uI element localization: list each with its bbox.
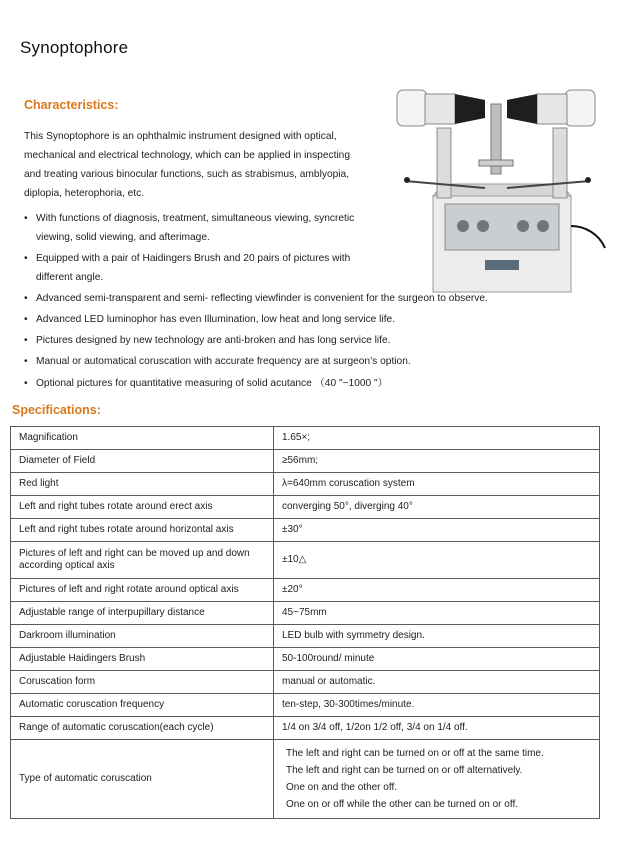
spec-label: Magnification <box>11 427 274 450</box>
spec-label: Adjustable Haidingers Brush <box>11 648 274 671</box>
feature-text: • Advanced LED luminophor has even Illumination, low heat and long service life. <box>36 314 396 326</box>
spec-label: Coruscation form <box>11 671 274 694</box>
table-row <box>11 740 600 819</box>
description-line: diplopia, heterophoria, etc. <box>24 188 145 199</box>
table-row <box>11 671 600 694</box>
spec-value: ten-step, 30-300times/minute. <box>274 694 600 717</box>
spec-label: Diameter of Field <box>11 450 274 473</box>
spec-label: Left and right tubes rotate around horizontal axis <box>11 519 274 542</box>
table-row <box>11 496 600 519</box>
feature-item <box>22 331 522 350</box>
spec-value: LED bulb with symmetry design. <box>274 625 600 648</box>
table-row <box>11 473 600 496</box>
spec-value: 45~75mm <box>274 602 600 625</box>
spec-label: Range of automatic coruscation(each cycle) <box>11 717 274 740</box>
spec-value: converging 50°, diverging 40° <box>274 496 600 519</box>
spec-label: Type of automatic coruscation <box>11 740 274 819</box>
table-row <box>11 625 600 648</box>
characteristics-heading: Characteristics: <box>24 98 119 112</box>
spec-value: ±30° <box>274 519 600 542</box>
spec-value-line: One on and the other off. <box>286 782 398 793</box>
feature-text: • Equipped with a pair of Haidingers Brush and 20 pairs of pictures with <box>36 253 351 265</box>
feature-text: • With functions of diagnosis, treatment, simultaneous viewing, syncretic <box>36 213 355 224</box>
spec-value: λ=640mm coruscation system <box>274 473 600 496</box>
table-row <box>11 602 600 625</box>
spec-value: 1.65×; <box>274 427 600 450</box>
description-paragraph <box>24 127 374 203</box>
specifications-heading: Specifications: <box>12 403 101 417</box>
feature-item <box>22 249 366 287</box>
description-line: mechanical and electrical technology, which can be applied in inspecting <box>24 150 351 161</box>
spec-value: manual or automatic. <box>274 671 600 694</box>
spec-label: Automatic coruscation frequency <box>11 694 274 717</box>
spec-label: Pictures of left and right can be moved up and down according optical axis <box>11 542 274 579</box>
feature-item <box>22 352 522 371</box>
table-row <box>11 519 600 542</box>
spec-label: Darkroom illumination <box>11 625 274 648</box>
feature-text: • Pictures designed by new technology are anti-broken and has long service life. <box>36 335 391 347</box>
table-row <box>11 579 600 602</box>
feature-item <box>22 310 522 329</box>
table-row <box>11 427 600 450</box>
feature-text: • Optional pictures for quantitative measuring of solid acutance （40 "~1000 "） <box>36 377 388 389</box>
spec-value: ±10△ <box>274 542 600 579</box>
spec-label: Red light <box>11 473 274 496</box>
spec-value: 50-100round/ minute <box>274 648 600 671</box>
table-row <box>11 694 600 717</box>
page-title: Synoptophore <box>20 38 129 57</box>
feature-text: • Advanced semi-transparent and semi- reflecting viewfinder is convenient for the surgeon to observe. <box>36 293 488 305</box>
feature-item <box>22 209 366 247</box>
spec-label: Adjustable range of interpupillary distance <box>11 602 274 625</box>
spec-value: ≥56mm; <box>274 450 600 473</box>
feature-text: viewing, solid viewing, and afterimage. <box>36 232 210 243</box>
description-line: and treating various binocular functions, such as strabismus, amblyopia, <box>24 169 350 180</box>
spec-label: Left and right tubes rotate around erect axis <box>11 496 274 519</box>
feature-text: different angle. <box>36 272 104 284</box>
spec-value-line: One on or off while the other can be turned on or off. <box>286 799 519 810</box>
spec-value <box>274 740 600 819</box>
specifications-table <box>10 426 600 819</box>
table-row <box>11 717 600 740</box>
spec-value-line: The left and right can be turned on or off at the same time. <box>286 748 544 759</box>
synoptophore-photo <box>385 76 607 302</box>
table-row <box>11 648 600 671</box>
table-row <box>11 450 600 473</box>
table-row <box>11 542 600 579</box>
feature-item <box>22 374 522 393</box>
spec-value: ±20° <box>274 579 600 602</box>
spec-value-line: The left and right can be turned on or off alternatively. <box>286 765 523 776</box>
description-line: This Synoptophore is an ophthalmic instrument designed with optical, <box>24 131 337 142</box>
feature-text: • Manual or automatical coruscation with accurate frequency are at surgeon’s option. <box>36 356 411 368</box>
spec-label: Pictures of left and right rotate around optical axis <box>11 579 274 602</box>
spec-value: 1/4 on 3/4 off, 1/2on 1/2 off, 3/4 on 1/4 off. <box>274 717 600 740</box>
